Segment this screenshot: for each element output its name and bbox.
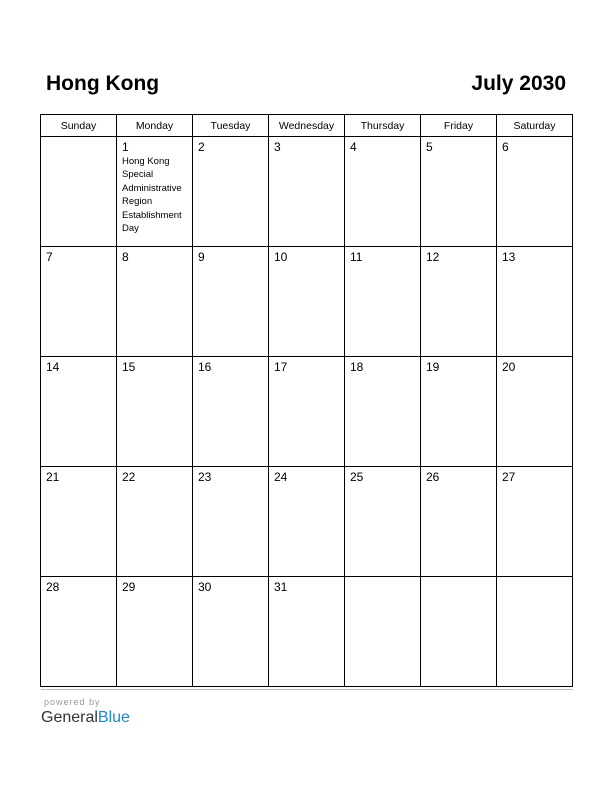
weekday-header-row [41, 115, 573, 137]
day-cell[interactable] [421, 137, 497, 247]
day-cell[interactable] [421, 577, 497, 687]
week-row [41, 467, 573, 577]
day-cell[interactable] [117, 357, 193, 467]
day-cell[interactable] [269, 247, 345, 357]
day-cell[interactable] [345, 357, 421, 467]
region-title: Hong Kong [46, 72, 160, 95]
day-cell[interactable] [117, 247, 193, 357]
day-number: 17 [274, 360, 288, 374]
day-number: 10 [274, 250, 288, 264]
day-cell[interactable] [193, 467, 269, 577]
day-number: 22 [122, 470, 136, 484]
day-cell[interactable] [193, 137, 269, 247]
day-cell[interactable] [421, 247, 497, 357]
day-cell[interactable] [193, 247, 269, 357]
day-cell[interactable] [117, 577, 193, 687]
day-number: 13 [502, 250, 516, 264]
day-number: 16 [198, 360, 212, 374]
month-year-title: July 2030 [471, 72, 566, 95]
day-number: 23 [198, 470, 212, 484]
day-number: 21 [46, 470, 60, 484]
day-cell[interactable] [269, 577, 345, 687]
day-number: 30 [198, 580, 212, 594]
day-number: 27 [502, 470, 516, 484]
powered-by-text: powered by [44, 697, 101, 707]
weekday-saturday: Saturday [497, 115, 573, 137]
day-number: 25 [350, 470, 364, 484]
day-cell[interactable] [269, 137, 345, 247]
day-number: 8 [122, 250, 129, 264]
day-number: 1 [122, 140, 129, 154]
weekday-tuesday: Tuesday [193, 115, 269, 137]
calendar-grid [40, 114, 573, 687]
day-cell[interactable] [193, 577, 269, 687]
week-row [41, 577, 573, 687]
day-number: 11 [350, 250, 363, 264]
day-number [421, 577, 496, 580]
holiday-label: Hong Kong Special Administrative Region Establishment Day [122, 156, 182, 235]
logo-general: General [41, 709, 98, 726]
day-number: 31 [274, 580, 288, 594]
day-number: 18 [350, 360, 364, 374]
logo-blue: Blue [97, 709, 130, 726]
day-cell[interactable] [41, 357, 117, 467]
day-cell[interactable] [41, 467, 117, 577]
footer-divider [41, 689, 573, 690]
day-number: 19 [426, 360, 440, 374]
day-number: 24 [274, 470, 288, 484]
day-number: 3 [274, 140, 281, 154]
day-cell[interactable] [345, 467, 421, 577]
day-cell[interactable] [345, 137, 421, 247]
day-cell[interactable] [193, 357, 269, 467]
week-row [41, 357, 573, 467]
day-cell[interactable] [41, 577, 117, 687]
day-number: 2 [198, 140, 205, 154]
day-cell[interactable] [497, 467, 573, 577]
day-cell[interactable] [117, 467, 193, 577]
day-number [345, 577, 420, 580]
day-number: 12 [426, 250, 440, 264]
day-cell[interactable] [497, 357, 573, 467]
day-cell[interactable] [497, 247, 573, 357]
day-number: 7 [46, 250, 53, 264]
day-cell[interactable] [421, 357, 497, 467]
generalblue-logo[interactable] [41, 709, 130, 727]
day-number: 4 [350, 140, 357, 154]
day-number: 5 [426, 140, 433, 154]
day-cell[interactable] [497, 137, 573, 247]
weekday-friday: Friday [421, 115, 497, 137]
weekday-wednesday: Wednesday [269, 115, 345, 137]
day-number: 14 [46, 360, 60, 374]
day-number: 6 [502, 140, 509, 154]
day-cell[interactable] [41, 247, 117, 357]
day-number: 26 [426, 470, 440, 484]
day-number [41, 137, 116, 140]
week-row [41, 247, 573, 357]
day-cell[interactable] [269, 467, 345, 577]
day-cell[interactable] [345, 577, 421, 687]
day-cell[interactable] [117, 137, 193, 247]
weekday-thursday: Thursday [345, 115, 421, 137]
day-cell[interactable] [345, 247, 421, 357]
day-cell[interactable] [421, 467, 497, 577]
day-number: 15 [122, 360, 136, 374]
day-number: 20 [502, 360, 516, 374]
day-cell[interactable] [497, 577, 573, 687]
day-cell[interactable] [269, 357, 345, 467]
week-row [41, 137, 573, 247]
weekday-monday: Monday [117, 115, 193, 137]
weekday-sunday: Sunday [41, 115, 117, 137]
day-cell[interactable] [41, 137, 117, 247]
day-number: 9 [198, 250, 205, 264]
day-number: 28 [46, 580, 60, 594]
day-number: 29 [122, 580, 136, 594]
day-number [497, 577, 572, 580]
